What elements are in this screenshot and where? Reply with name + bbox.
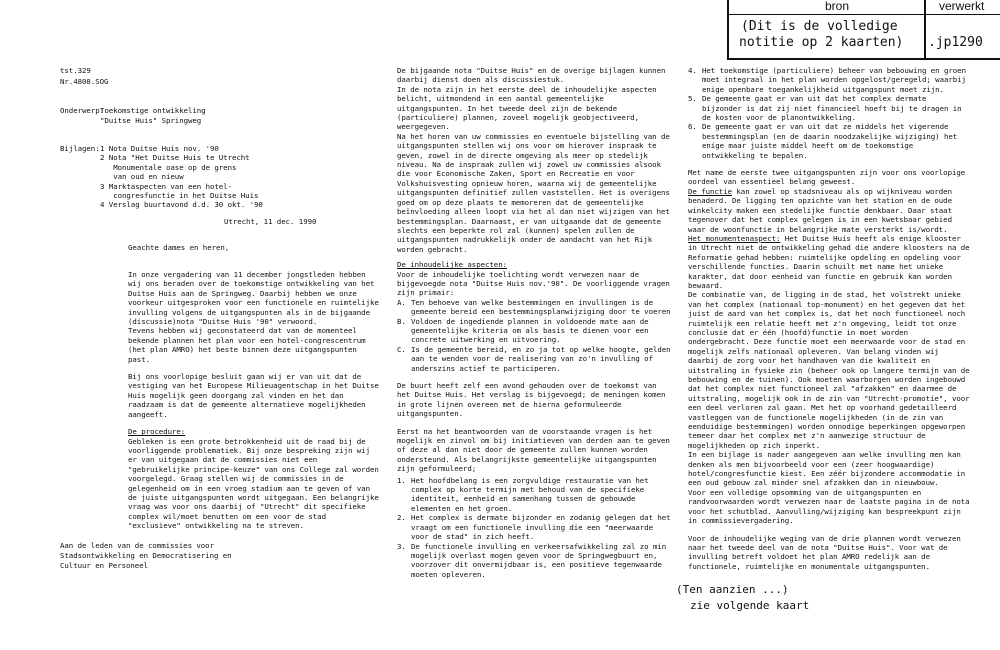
list-text: Ten behoeve van welke bestemmingen en invullingen is de gemeente bereid een bestemmingsplanwijziging door te voeren (411, 297, 671, 317)
list-item (397, 513, 674, 541)
list-marker: C. (397, 344, 406, 354)
column-2 (397, 66, 674, 579)
list-item (397, 345, 674, 373)
list-item (688, 66, 970, 94)
list-text: De gemeente gaat er van uit dat ze middels het vigerende bestemmingsplan (en de daarin noodzakelijke wijziging) het enige maar juiste middel heeft om de toekomstige ontwikkeling te bepalen. (702, 122, 958, 160)
reference-line2: Nr.4808.SOG (60, 77, 109, 86)
attachment-item: congresfunctie in het Duitse Huis (100, 191, 259, 201)
addressee-line1: Aan de leden van de commissies voor (60, 541, 214, 550)
paragraph: Eerst na het beantwoorden van de voorstaande vragen is het mogelijk en zinvol om bij initiatieven van derden aan te geven of deze al dan niet door de gemeente zullen kunnen worden ondersteund. Als belangrijkste gemeentelijke uitgangspunten zijn geformuleerd; (397, 426, 670, 474)
stamp-verwerkt-label: verwerkt (939, 0, 985, 13)
attachment-item: 2 Nota "Het Duitse Huis te Utrecht (100, 153, 250, 163)
paragraph: Voor een volledige opsomming van de uitgangspunten en randvoorwaarden wordt verwezen naar de laatste pagina in de nota voor het schutblad. Aanvulling/wijziging kan bespreekpunt zijn in commissievergadering. (688, 487, 970, 526)
handwritten-note-line1: (Ten aanzien ...) (676, 583, 789, 596)
subject-label: Onderwerp: (60, 106, 104, 115)
heading-function: De functie (688, 186, 732, 196)
addressee-line3: Cultuur en Personeel (60, 561, 148, 570)
paragraph: Bij ons voorlopige besluit gaan wij er van uit dat de vestiging van het Europese Milieuagentschap in het Duitse Huis mogelijk geen doorgang zal vinden en het dan raadzaam is dat de gemeente alternatieve mogelijkheden aangeeft. (128, 372, 379, 419)
list-item (397, 317, 674, 345)
list-text: De gemeente gaat er van uit dat het complex dermate bijzonder is dat zij niet financieel hoeft bij te dragen in de kosten voor de planontwikkeling. (702, 94, 962, 123)
stamp-code: .jp1290 (928, 35, 983, 50)
list-marker: 4. (688, 66, 697, 75)
salutation: Geachte dames en heren, (128, 243, 230, 252)
attachments-list (100, 144, 330, 210)
archive-stamp (727, 0, 1000, 60)
stamp-note-line1: (Dit is de volledige (741, 19, 898, 34)
paragraph: De bijgaande nota "Duitse Huis" en de overige bijlagen kunnen daarbij dienst doen als discussiestuk. (397, 66, 666, 85)
paragraph: In een bijlage is nader aangegeven aan welke invulling men kan denken als men bijvoorbeeld voor een (zeer hoogwaardige) hotel/congresfunctie kiest. Een zéér bijzondere accommodatie in een oud gebouw zal minder snel afzakken dan in nieuwbouw. (688, 450, 966, 488)
list-item (397, 542, 674, 580)
list-text: Het complex is dermate bijzonder en zodanig gelegen dat het vraagt om een functionele invulling die een "meerwaarde voor de stad" in zich heeft. (411, 513, 671, 542)
attachment-item: 3 Marktaspecten van een hotel- (100, 181, 232, 191)
paragraph: De combinatie van, de ligging in de stad, het volstrekt unieke van het complex (nationaal top-monument) en het gegeven dat het juist de aard van het complex is, dat het noch functioneel noch ruimtelijk een relatie heeft met z'n omgeving, leidt tot onze conclusie dat er één (hoofd)functie in moet worden ondergebracht. Deze functie moet een meerwaarde voor de stad en mogelijk zelfs nationaal opleveren. Van belang vinden wij daarbij de zorg voor het handhaven van die kwaliteit en uitstraling in fysieke zin (beheer ook op langere termijn van de bebouwing en de tuinen). Ook moeten waarborgen worden ingebouwd dat het complex niet functioneel zal "afzakken" en daarmee de uitstraling, mogelijk ook in de zin van "Utrecht-promotie", voor een deel verloren zal gaan. Met het op voorhand gedetailleerd vastleggen van de functionele mogelijkheden (in de zin van eenduidige bestemmingen) worden onnodige beperkingen opgeworpen temeer daar het complex met z'n aanwezige structuur de mogelijkheden op zich inperkt. (688, 290, 970, 450)
stamp-note-line2: notitie op 2 kaarten) (739, 35, 904, 50)
list-item (397, 298, 674, 317)
attachment-item: van oud en nieuw (100, 172, 184, 182)
paragraph: In onze vergadering van 11 december jongstleden hebben wij ons beraden over de toekomstige ontwikkeling van het Duitse Huis aan de Springweg. Daarbij hebben we onze voorkeur uitgesproken voor een functionele en ruimtelijke invulling volgens de uitgangspunten als in de bijgaande (discussie)nota "Duitse Huis '90" verwoord. (128, 270, 379, 327)
list-marker: 2. (397, 513, 406, 523)
paragraph: Na het horen van uw commissies en eventuele bijstelling van de uitgangspunten stellen wij ons voor om hierover inspraak te geven, zowel in de directe omgeving als meer op stedelijk niveau. Na de inspraak zullen wij zowel uw commissies alsook die voor Economische Zaken, Sport en Recreatie en voor Volkshuisvesting opnieuw horen, waarna wij de gemeentelijke uitgangspunten definitief zullen vaststellen. Het is overigens goed om op deze plaats te memoreren dat de gemeentelijke beïnvloeding alleen loopt via het al dan niet wijzigen van het bestemmingsplan. Daarnaast, er van uitgaande dat de gemeente slechts een beperkte rol zal (kunnen) spelen zullen de uitgangspunten nadrukkelijk onder de aandacht van het Rijk worden gebracht. (397, 131, 670, 254)
attachment-item: Monumentale oase op de grens (100, 162, 237, 172)
subject-line1: Toekomstige ontwikkeling (100, 106, 206, 115)
list-text: Is de gemeente bereid, en zo ja tot op welke hoogte, gelden aan te wenden voor de realisering van zo'n invulling of anderszins actief te participeren. (411, 344, 671, 373)
list-marker: B. (397, 316, 406, 326)
subject-line2: "Duitse Huis" Springweg (100, 116, 202, 125)
paragraph: De buurt heeft zelf een avond gehouden over de toekomst van het Duitse Huis. Het verslag is bijgevoegd; de meningen komen in grote lijnen overeen met de hierna geformuleerde uitgangspunten. (397, 381, 666, 419)
paragraph: In de nota zijn in het eerste deel de inhoudelijke aspecten belicht, uitmondend in een aantal gemeentelijke uitgangspunten. In het tweede deel zijn de bekende (particuliere) plannen, zoveel mogelijk geobjectiveerd, weergegeven. (397, 84, 657, 132)
list-marker: 1. (397, 475, 406, 485)
list-marker: 6. (688, 122, 697, 132)
attachment-item: 4 Verslag buurtavond d.d. 30 okt. '90 (100, 200, 263, 210)
reference-line1: tst.329 (60, 66, 91, 75)
paragraph: Voor de inhoudelijke weging van de drie plannen wordt verwezen naar het tweede deel van de nota "Duitse Huis". Voor wat de invulling betreft voldoet het plan AMRO redelijk aan de functionele, ruimtelijke en monumentale uitgangspunten. (688, 533, 961, 571)
heading-procedure: De procedure: (128, 427, 186, 437)
letter-date: Utrecht, 11 dec. 1990 (224, 217, 317, 226)
list-text: Het toekomstige (particuliere) beheer van bebouwing en groen moet integraal in het plan worden opgelost/geregeld; waarbij enige openbare toegankelijkheid uitgangspunt moet zijn. (702, 66, 966, 94)
list-marker: A. (397, 297, 406, 307)
list-text: Het hoofdbelang is een zorgvuldige restauratie van het complex op korte termijn met behoud van de specifieke identiteit, eenheid en samenhang tussen de gebouwde elementen en het groen. (411, 475, 649, 513)
heading-monument: Het monumentenaspect: (688, 233, 781, 243)
paragraph-text: kan zowel op stadsniveau als op wijkniveau worden benaderd. De ligging ten opzichte van het station en de oude winkelcity maken een stedelijke functie denkbaar. Daar staat tegenover dat het complex gelegen is in een kwetsbaar gebied waar de woonfunctie in belangrijke mate versterkt is/wordt. (688, 186, 952, 234)
stamp-divider (924, 0, 926, 58)
paragraph: Gebleken is een grote betrokkenheid uit de raad bij de voorliggende problematiek. Bij onze bespreking zijn wij er van uitgegaan dat de commissies niet een "gebruikelijke principe-keuze" van ons College zal worden voorgelegd. Graag stellen wij de commissies in de gelegenheid om in een vroeg stadium aan te geven of van de juiste uitgangspunten wordt uitgegaan. Een belangrijke vraag was voor ons daarbij of "Utrecht" dit specifieke complex wil/moet benutten om een voor de stad "exclusieve" ontwikkeling na te streven. (128, 436, 379, 531)
paragraph: Voor de inhoudelijke toelichting wordt verwezen naar de bijgevoegde nota "Duitse Huis nov.'90". De voorliggende vragen zijn primair: (397, 269, 670, 298)
list-item (688, 94, 970, 122)
list-item (397, 476, 674, 514)
column-1 (128, 270, 383, 537)
list-marker: 5. (688, 94, 697, 104)
paragraph-monument (688, 234, 970, 290)
heading-content-aspects: De inhoudelijke aspecten: (397, 260, 507, 270)
attachment-item: 1 Nota Duitse Huis nov. '90 (100, 144, 219, 153)
addressee-line2: Stadsontwikkeling en Democratisering en (60, 551, 232, 560)
paragraph: Met name de eerste twee uitgangspunten zijn voor ons voorlopige oordeel van essentieel belang geweest. (688, 168, 966, 187)
paragraph: Tevens hebben wij geconstateerd dat van de momenteel bekende plannen het plan voor een hotel-congrescentrum (het plan AMRO) het beste binnen deze uitgangspunten past. (128, 326, 366, 364)
handwritten-note-line2: zie volgende kaart (690, 599, 810, 612)
list-marker: 3. (397, 541, 406, 551)
paragraph-text: Het Duitse Huis heeft als enige klooster in Utrecht niet de ontwikkeling gehad die andere kloosters na de Reformatie gehad hebben: ruimtelijke opdeling en opdeling voor verschillende functies. Daarin schuilt met name het unieke karakter, dat door eenheid van functie en gebruik kan worden bewaard. (688, 233, 970, 290)
column-3 (688, 66, 970, 571)
list-text: Voldoen de ingediende plannen in voldoende mate aan de gemeentelijke kriteria om als basis te dienen voor een concrete uitwerking en uitvoering. (411, 316, 649, 345)
stamp-bron-label: bron (825, 0, 850, 13)
list-text: De functionele invulling en verkeersafwikkeling zal zo min mogelijk overlast mogen geven voor de Springwegbuurt en, voorzover dit onvermijdbaar is, een positieve tegenwaarde moeten opleveren. (411, 541, 667, 579)
paragraph-functie (688, 187, 970, 234)
list-item (688, 122, 970, 160)
attachments-label: Bijlagen: (60, 144, 100, 153)
